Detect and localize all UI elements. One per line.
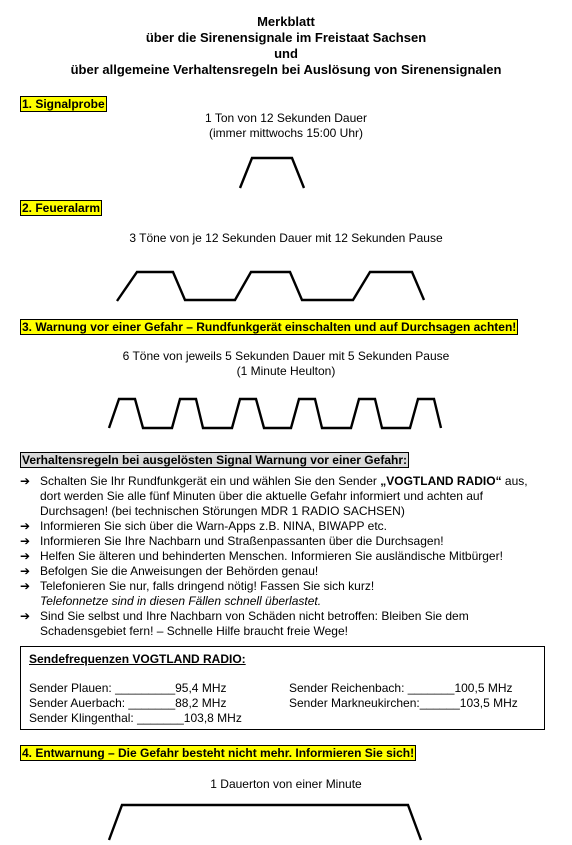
rule-item bbox=[20, 549, 550, 564]
frequencies-box bbox=[20, 646, 545, 730]
arrow-right-icon: ➔ bbox=[20, 564, 31, 578]
document-title: Merkblatt bbox=[257, 14, 315, 29]
rule-item bbox=[20, 519, 550, 534]
heading-entwarnung: 4. Entwarnung – Die Gefahr besteht nicht mehr. Informieren Sie sich! bbox=[22, 746, 415, 760]
rule-text-continued: aus, dort werden Sie alle fünf Minuten über die aktuelle Gefahr informiert und achten auf Durchsagen! (bei technischen Störungen MDR 1 RADIO SACHSEN) bbox=[40, 474, 528, 518]
rule-text: Schalten Sie Ihr Rundfunkgerät ein und wählen Sie den Sender bbox=[40, 474, 381, 488]
rule-text: Helfen Sie älteren und behinderten Menschen. Informieren Sie ausländische Mitbürger! bbox=[40, 549, 503, 563]
heading-signalprobe: 1. Signalprobe bbox=[22, 97, 105, 111]
rule-note: Telefonnetze sind in diesen Fällen schnell überlastet. bbox=[40, 594, 322, 608]
rule-text: Befolgen Sie die Anweisungen der Behörden genau! bbox=[40, 564, 319, 578]
frequency-auerbach: Sender Auerbach: _______88,2 MHz bbox=[29, 696, 227, 710]
warnung-text-2: (1 Minute Heulton) bbox=[236, 364, 336, 378]
entwarnung-text: 1 Dauerton von einer Minute bbox=[210, 777, 362, 791]
rule-text: Sind Sie selbst und Ihre Nachbarn von Schäden nicht betroffen: Bleiben Sie dem Schadensgebiet fern! – Schnelle Hilfe braucht freie Wege! bbox=[40, 609, 469, 638]
frequency-reichenbach: Sender Reichenbach: _______100,5 MHz bbox=[289, 681, 513, 695]
rule-item bbox=[20, 474, 550, 519]
rule-item bbox=[20, 534, 550, 549]
entwarnung-waveform bbox=[0, 800, 572, 845]
document-subtitle-1: über die Sirenensignale im Freistaat Sachsen bbox=[145, 30, 427, 45]
feueralarm-waveform bbox=[0, 265, 572, 305]
document-subtitle-2: und bbox=[274, 46, 298, 61]
warnung-text-1: 6 Töne von jeweils 5 Sekunden Dauer mit 5 Sekunden Pause bbox=[122, 349, 450, 363]
signalprobe-text-1: 1 Ton von 12 Sekunden Dauer bbox=[205, 111, 367, 125]
rule-sender-name: „VOGTLAND RADIO“ bbox=[380, 474, 502, 488]
feueralarm-text: 3 Töne von je 12 Sekunden Dauer mit 12 Sekunden Pause bbox=[129, 231, 443, 245]
arrow-right-icon: ➔ bbox=[20, 549, 31, 563]
rule-item bbox=[20, 579, 550, 609]
signalprobe-waveform bbox=[0, 150, 572, 195]
arrow-right-icon: ➔ bbox=[20, 609, 31, 623]
rules-list bbox=[20, 474, 550, 639]
rule-text: Telefonieren Sie nur, falls dringend nötig! Fassen Sie sich kurz! bbox=[40, 579, 375, 593]
signalprobe-text-2: (immer mittwochs 15:00 Uhr) bbox=[208, 126, 364, 140]
arrow-right-icon: ➔ bbox=[20, 534, 31, 548]
frequency-markneukirchen: Sender Markneukirchen:______103,5 MHz bbox=[289, 696, 518, 710]
heading-warnung: 3. Warnung vor einer Gefahr – Rundfunkgerät einschalten und auf Durchsagen achten! bbox=[22, 320, 517, 334]
rule-text: Informieren Sie sich über die Warn-Apps z.B. NINA, BIWAPP etc. bbox=[40, 519, 388, 533]
heading-verhaltensregeln: Verhaltensregeln bei ausgelösten Signal Warnung vor einer Gefahr: bbox=[22, 453, 407, 467]
heading-feueralarm: 2. Feueralarm bbox=[22, 201, 101, 215]
frequencies-title: Sendefrequenzen VOGTLAND RADIO: bbox=[29, 652, 246, 666]
arrow-right-icon: ➔ bbox=[20, 474, 31, 488]
frequency-klingenthal: Sender Klingenthal: _______103,8 MHz bbox=[29, 711, 242, 725]
document-subtitle-3: über allgemeine Verhaltensregeln bei Auslösung von Sirenensignalen bbox=[70, 62, 502, 77]
frequency-plauen: Sender Plauen: _________95,4 MHz bbox=[29, 681, 227, 695]
rule-item bbox=[20, 564, 550, 579]
warnung-waveform bbox=[0, 395, 572, 435]
arrow-right-icon: ➔ bbox=[20, 519, 31, 533]
rule-text: Informieren Sie Ihre Nachbarn und Straßenpassanten über die Durchsagen! bbox=[40, 534, 444, 548]
arrow-right-icon: ➔ bbox=[20, 579, 31, 593]
rule-item bbox=[20, 609, 550, 639]
